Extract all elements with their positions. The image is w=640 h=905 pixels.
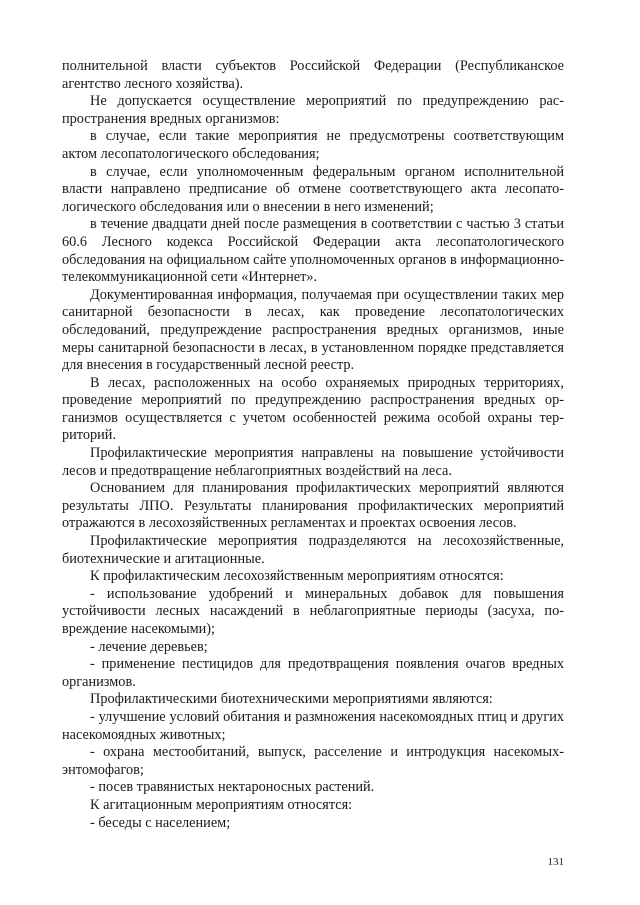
paragraph: Основанием для планирования профилактических мероприятий являются результаты ЛПО. Результаты планирования профилактических мероприятий отражаются в лесохозяйственных регламентах и проектах освоения лесов. <box>62 480 564 532</box>
list-item: - использование удобрений и минеральных добавок для повышения устойчивости лесных насаждений в неблагоприятные периоды (засуха, повреждение насекомыми); <box>62 585 564 637</box>
paragraph: В лесах, расположенных на особо охраняемых природных территориях, проведение мероприятий по предупреждению распространения вредных организмов осуществляется с учетом особенностей режима особой охраны территорий. <box>62 374 564 444</box>
paragraph: в случае, если уполномоченным федеральным органом исполнительной власти направлено предписание об отмене соответствующего акта лесопатологического обследования или о внесении в него изменений; <box>62 163 564 215</box>
paragraph: Документированная информация, получаемая при осуществлении таких мер санитарной безопасности в лесах, как проведение лесопатологических обследований, предупреждение распространения вредных организмов, иные меры санитарной безопасности в лесах, в установленном порядке представляется для внесения в государственный лесной реестр. <box>62 286 564 374</box>
paragraph: в случае, если такие мероприятия не предусмотрены соответствующим актом лесопатологического обследования; <box>62 128 564 162</box>
paragraph: Профилактические мероприятия направлены на повышение устойчивости лесов и предотвращение неблагоприятных воздействий на леса. <box>62 445 564 479</box>
list-item: - применение пестицидов для предотвращения появления очагов вредных организмов. <box>62 656 564 690</box>
list-item: - охрана местообитаний, выпуск, расселение и интродукция насекомых-энтомофагов; <box>62 744 564 778</box>
list-item: - лечение деревьев; <box>90 638 208 655</box>
paragraph: в течение двадцати дней после размещения в соответствии с частью 3 статьи 60.6 Лесного кодекса Российской Федерации акта лесопатологического обследования на официальном сайте уполномоченных органов в информационно-телекоммуникационной сети «Интернет». <box>62 216 564 286</box>
paragraph: Профилактическими биотехническими мероприятиями являются: <box>90 691 493 708</box>
page-number: 131 <box>547 856 564 868</box>
list-item: - беседы с населением; <box>90 814 231 831</box>
list-item: - улучшение условий обитания и размножения насекомоядных птиц и других насекомоядных животных; <box>62 708 564 743</box>
paragraph: К профилактическим лесохозяйственным мероприятиям относятся: <box>90 568 504 585</box>
paragraph: Профилактические мероприятия подразделяются на лесохозяйственные, биотехнические и агитационные. <box>62 533 564 567</box>
list-item: - посев травянистых нектароносных растений. <box>90 779 375 796</box>
body-text <box>62 58 564 832</box>
paragraph: Не допускается осуществление мероприятий по предупреждению распространения вредных организмов: <box>62 93 564 127</box>
paragraph: К агитационным мероприятиям относятся: <box>90 796 353 813</box>
paragraph: полнительной власти субъектов Российской Федерации (Республиканское агентство лесного хозяйства). <box>62 58 564 92</box>
